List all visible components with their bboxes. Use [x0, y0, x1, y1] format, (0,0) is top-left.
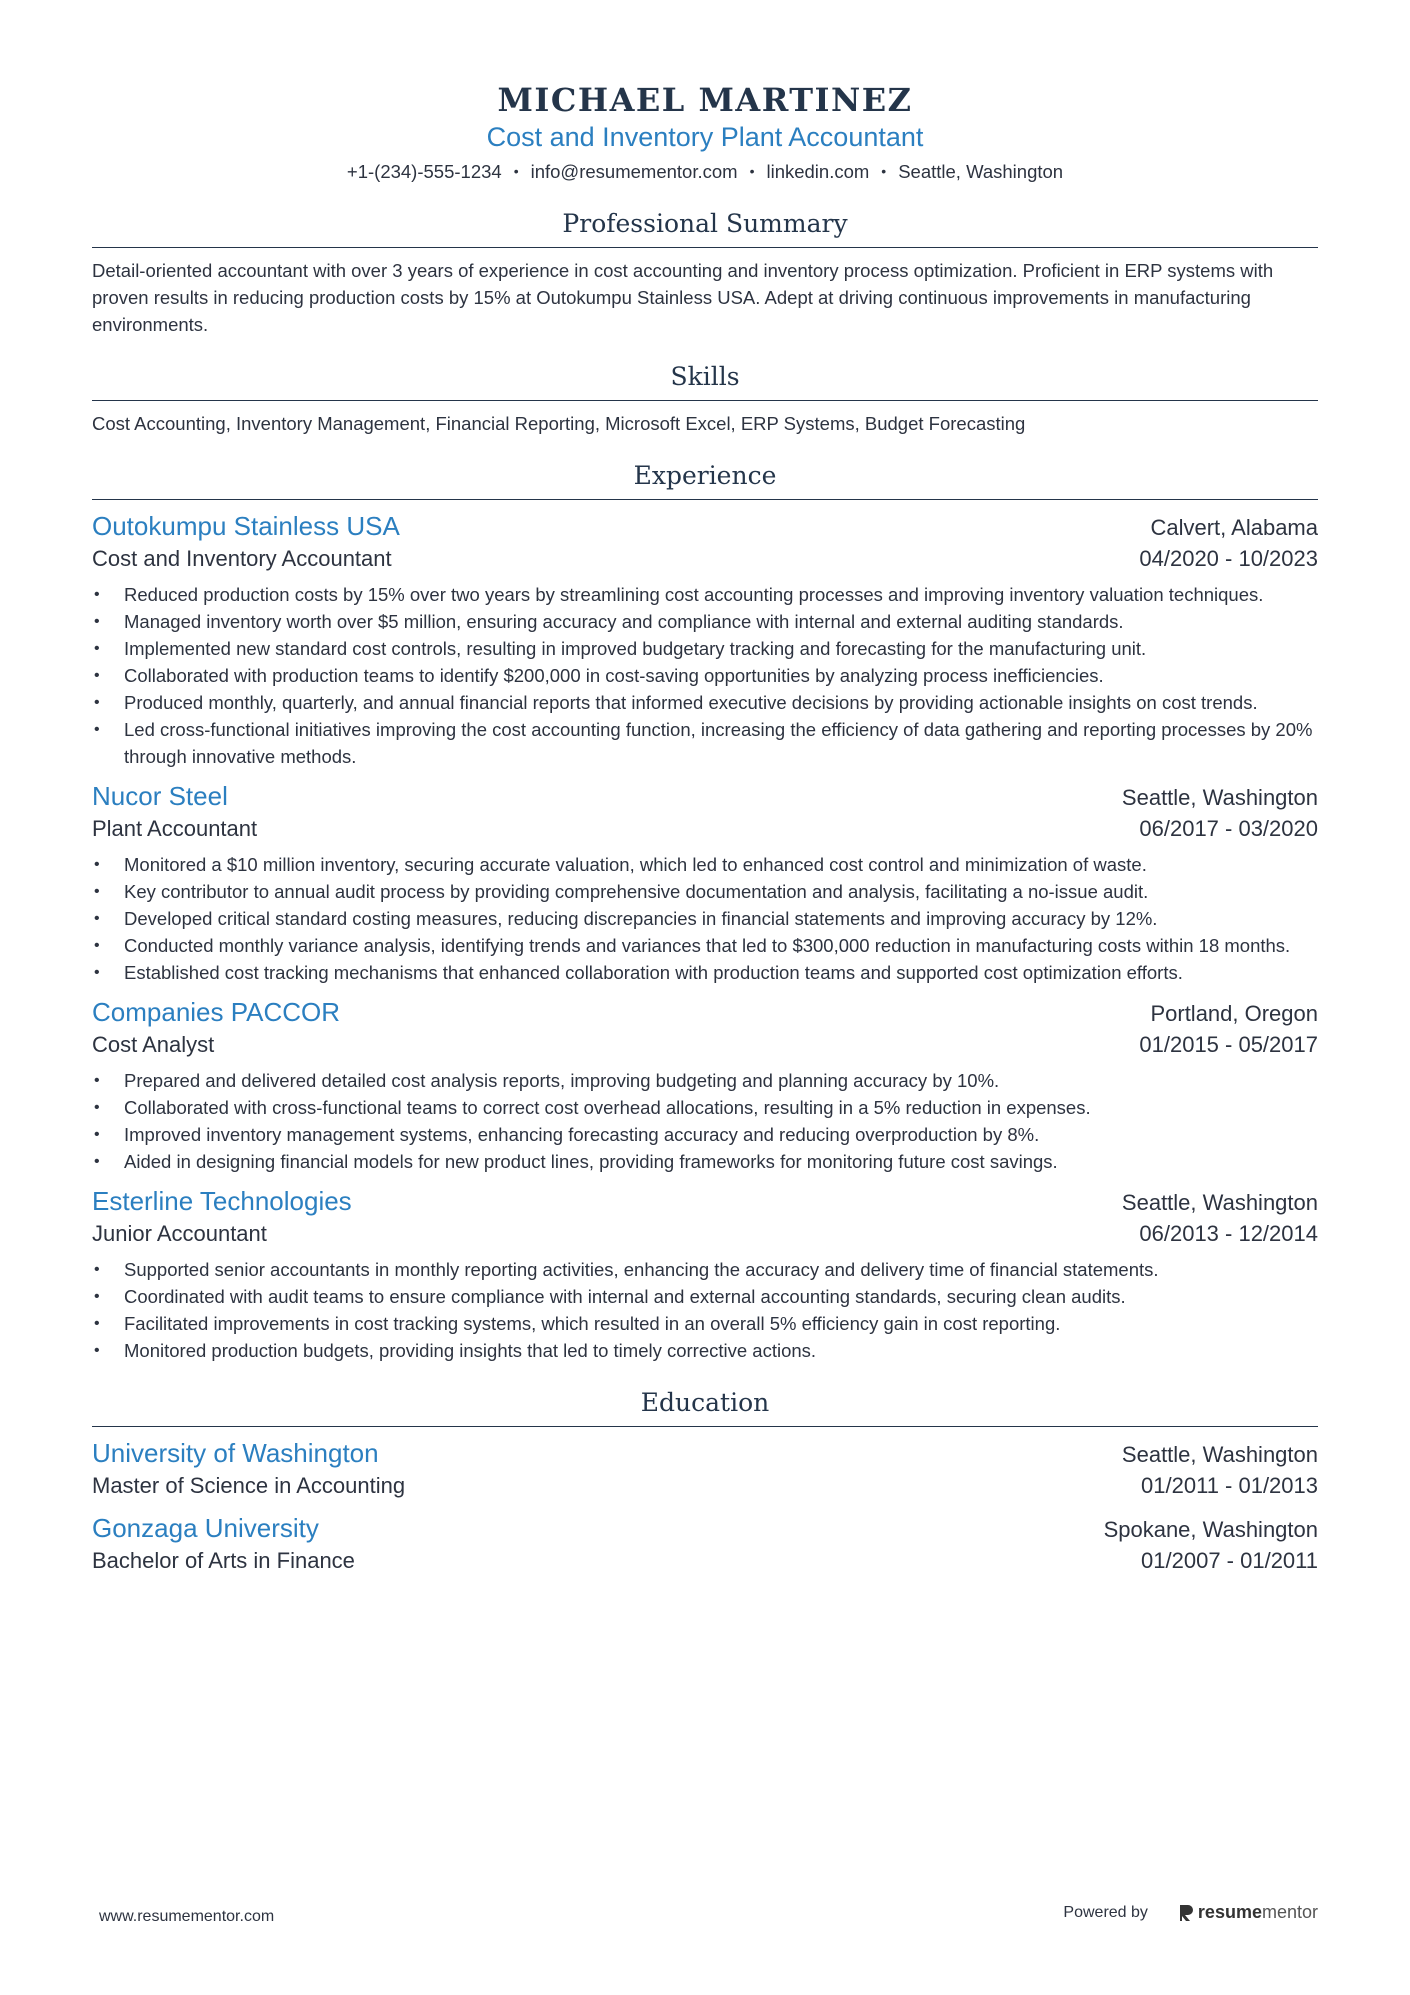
- school-location: Spokane, Washington: [1103, 1517, 1318, 1542]
- section-heading: Experience: [92, 459, 1318, 500]
- bullet-item: • Key contributor to annual audit process by providing comprehensive documentation and analysis, facilitating a no-issue audit.: [124, 878, 1318, 905]
- skills-text: Cost Accounting, Inventory Management, Financial Reporting, Microsoft Excel, ERP Systems, Budget Forecasting: [92, 413, 1026, 434]
- resume-header: [92, 80, 1318, 185]
- contact-email[interactable]: info@resumementor.com: [530, 161, 738, 182]
- bullet-item: • Developed critical standard costing measures, reducing discrepancies in financial statements and improving accuracy by 12%.: [124, 905, 1318, 932]
- job-bullets: [92, 581, 1318, 770]
- summary-text: Detail-oriented accountant with over 3 years of experience in cost accounting and inventory process optimization. Proficient in ERP systems with proven results in reducing production costs by 15% at Outokumpu Stainless USA. Adept at driving continuous improvements in manufacturing environments.: [92, 260, 1274, 335]
- job-dates: 06/2017 - 03/2020: [1139, 816, 1318, 841]
- bullet-item: • Prepared and delivered detailed cost analysis reports, improving budgeting and planning accuracy by 10%.: [124, 1067, 1318, 1094]
- education-dates: 01/2007 - 01/2011: [1141, 1548, 1318, 1573]
- job-location: Seattle, Washington: [1121, 1190, 1318, 1215]
- bullet-separator: •: [513, 163, 519, 179]
- bullet-item: • Improved inventory management systems, enhancing forecasting accuracy and reducing overproduction by 8%.: [124, 1121, 1318, 1148]
- education-entry: [92, 1511, 1318, 1577]
- bullet-item: • Produced monthly, quarterly, and annual financial reports that informed executive decisions by providing actionable insights on cost trends.: [124, 689, 1318, 716]
- skills-section: [92, 360, 1318, 437]
- bullet-item: • Led cross-functional initiatives improving the cost accounting function, increasing the efficiency of data gathering and reporting processes by 20% through innovative methods.: [124, 716, 1318, 770]
- job-location: Seattle, Washington: [1121, 785, 1318, 810]
- bullet-item: • Supported senior accountants in monthly reporting activities, enhancing the accuracy and delivery time of financial statements.: [124, 1256, 1318, 1283]
- bullet-item: • Monitored production budgets, providing insights that led to timely corrective actions.: [124, 1337, 1318, 1364]
- bullet-item: • Collaborated with production teams to identify $200,000 in cost-saving opportunities by analyzing process inefficiencies.: [124, 662, 1318, 689]
- bullet-item: • Collaborated with cross-functional teams to correct cost overhead allocations, resulting in a 5% reduction in expenses.: [124, 1094, 1318, 1121]
- powered-by: [1063, 1902, 1318, 1923]
- section-heading: Professional Summary: [92, 207, 1318, 248]
- job-entry: [92, 779, 1318, 986]
- bullet-separator: •: [881, 163, 887, 179]
- company-name: Esterline Technologies: [92, 1186, 352, 1216]
- job-entry: [92, 509, 1318, 770]
- candidate-name: MICHAEL MARTINEZ: [497, 81, 913, 119]
- job-location: Calvert, Alabama: [1150, 515, 1318, 540]
- company-name: Outokumpu Stainless USA: [92, 511, 400, 541]
- school-name: Gonzaga University: [92, 1513, 319, 1543]
- section-heading: Skills: [92, 360, 1318, 401]
- bullet-item: • Reduced production costs by 15% over two years by streamlining cost accounting processes and improving inventory valuation techniques.: [124, 581, 1318, 608]
- bullet-item: • Implemented new standard cost controls, resulting in improved budgetary tracking and forecasting for the manufacturing unit.: [124, 635, 1318, 662]
- bullet-item: • Conducted monthly variance analysis, identifying trends and variances that led to $300,000 reduction in manufacturing costs within 18 months.: [124, 932, 1318, 959]
- company-name: Nucor Steel: [92, 781, 228, 811]
- education-entry: [92, 1436, 1318, 1502]
- powered-by-label: Powered by: [1063, 1903, 1148, 1921]
- bullet-item: • Facilitated improvements in cost tracking systems, which resulted in an overall 5% efficiency gain in cost reporting.: [124, 1310, 1318, 1337]
- job-dates: 06/2013 - 12/2014: [1139, 1221, 1318, 1246]
- job-bullets: [92, 1256, 1318, 1364]
- experience-section: [92, 459, 1318, 1364]
- job-location: Portland, Oregon: [1150, 1001, 1318, 1026]
- brand-text-resume: resume: [1197, 1902, 1262, 1922]
- school-name: University of Washington: [92, 1438, 379, 1468]
- job-dates: 01/2015 - 05/2017: [1139, 1032, 1318, 1057]
- contact-linkedin[interactable]: linkedin.com: [766, 161, 870, 182]
- job-entry: [92, 1184, 1318, 1364]
- company-name: Companies PACCOR: [92, 997, 341, 1027]
- job-entry: [92, 995, 1318, 1175]
- contact-location: Seattle, Washington: [898, 161, 1064, 182]
- brand-logo[interactable]: [1178, 1902, 1318, 1923]
- education-section: [92, 1386, 1318, 1577]
- job-title: Plant Accountant: [92, 816, 258, 841]
- footer-website-link[interactable]: www.resumementor.com: [99, 1908, 275, 1925]
- job-bullets: [92, 1067, 1318, 1175]
- resume-content: [92, 80, 1318, 1577]
- contact-phone: +1-(234)-555-1234: [346, 161, 502, 182]
- bullet-item: • Managed inventory worth over $5 million, ensuring accuracy and compliance with internal and external auditing standards.: [124, 608, 1318, 635]
- job-bullets: [92, 851, 1318, 986]
- section-heading: Education: [92, 1386, 1318, 1427]
- contact-line: [92, 158, 1318, 185]
- degree-title: Bachelor of Arts in Finance: [92, 1548, 355, 1573]
- bullet-item: • Monitored a $10 million inventory, securing accurate valuation, which led to enhanced cost control and minimization of waste.: [124, 851, 1318, 878]
- resumementor-logo-icon: [1178, 1903, 1194, 1923]
- job-title: Cost and Inventory Accountant: [92, 546, 392, 571]
- education-dates: 01/2011 - 01/2013: [1141, 1473, 1318, 1498]
- degree-title: Master of Science in Accounting: [92, 1473, 406, 1498]
- job-title: Junior Accountant: [92, 1221, 267, 1246]
- candidate-role: Cost and Inventory Plant Accountant: [486, 122, 924, 152]
- bullet-separator: •: [749, 163, 755, 179]
- bullet-item: • Aided in designing financial models for new product lines, providing frameworks for monitoring future cost savings.: [124, 1148, 1318, 1175]
- bullet-item: • Established cost tracking mechanisms that enhanced collaboration with production teams and supported cost optimization efforts.: [124, 959, 1318, 986]
- school-location: Seattle, Washington: [1121, 1442, 1318, 1467]
- brand-text-mentor: mentor: [1261, 1902, 1318, 1922]
- summary-section: [92, 207, 1318, 338]
- job-dates: 04/2020 - 10/2023: [1139, 546, 1318, 571]
- bullet-item: • Coordinated with audit teams to ensure compliance with internal and external accounting standards, securing clean audits.: [124, 1283, 1318, 1310]
- job-title: Cost Analyst: [92, 1032, 215, 1057]
